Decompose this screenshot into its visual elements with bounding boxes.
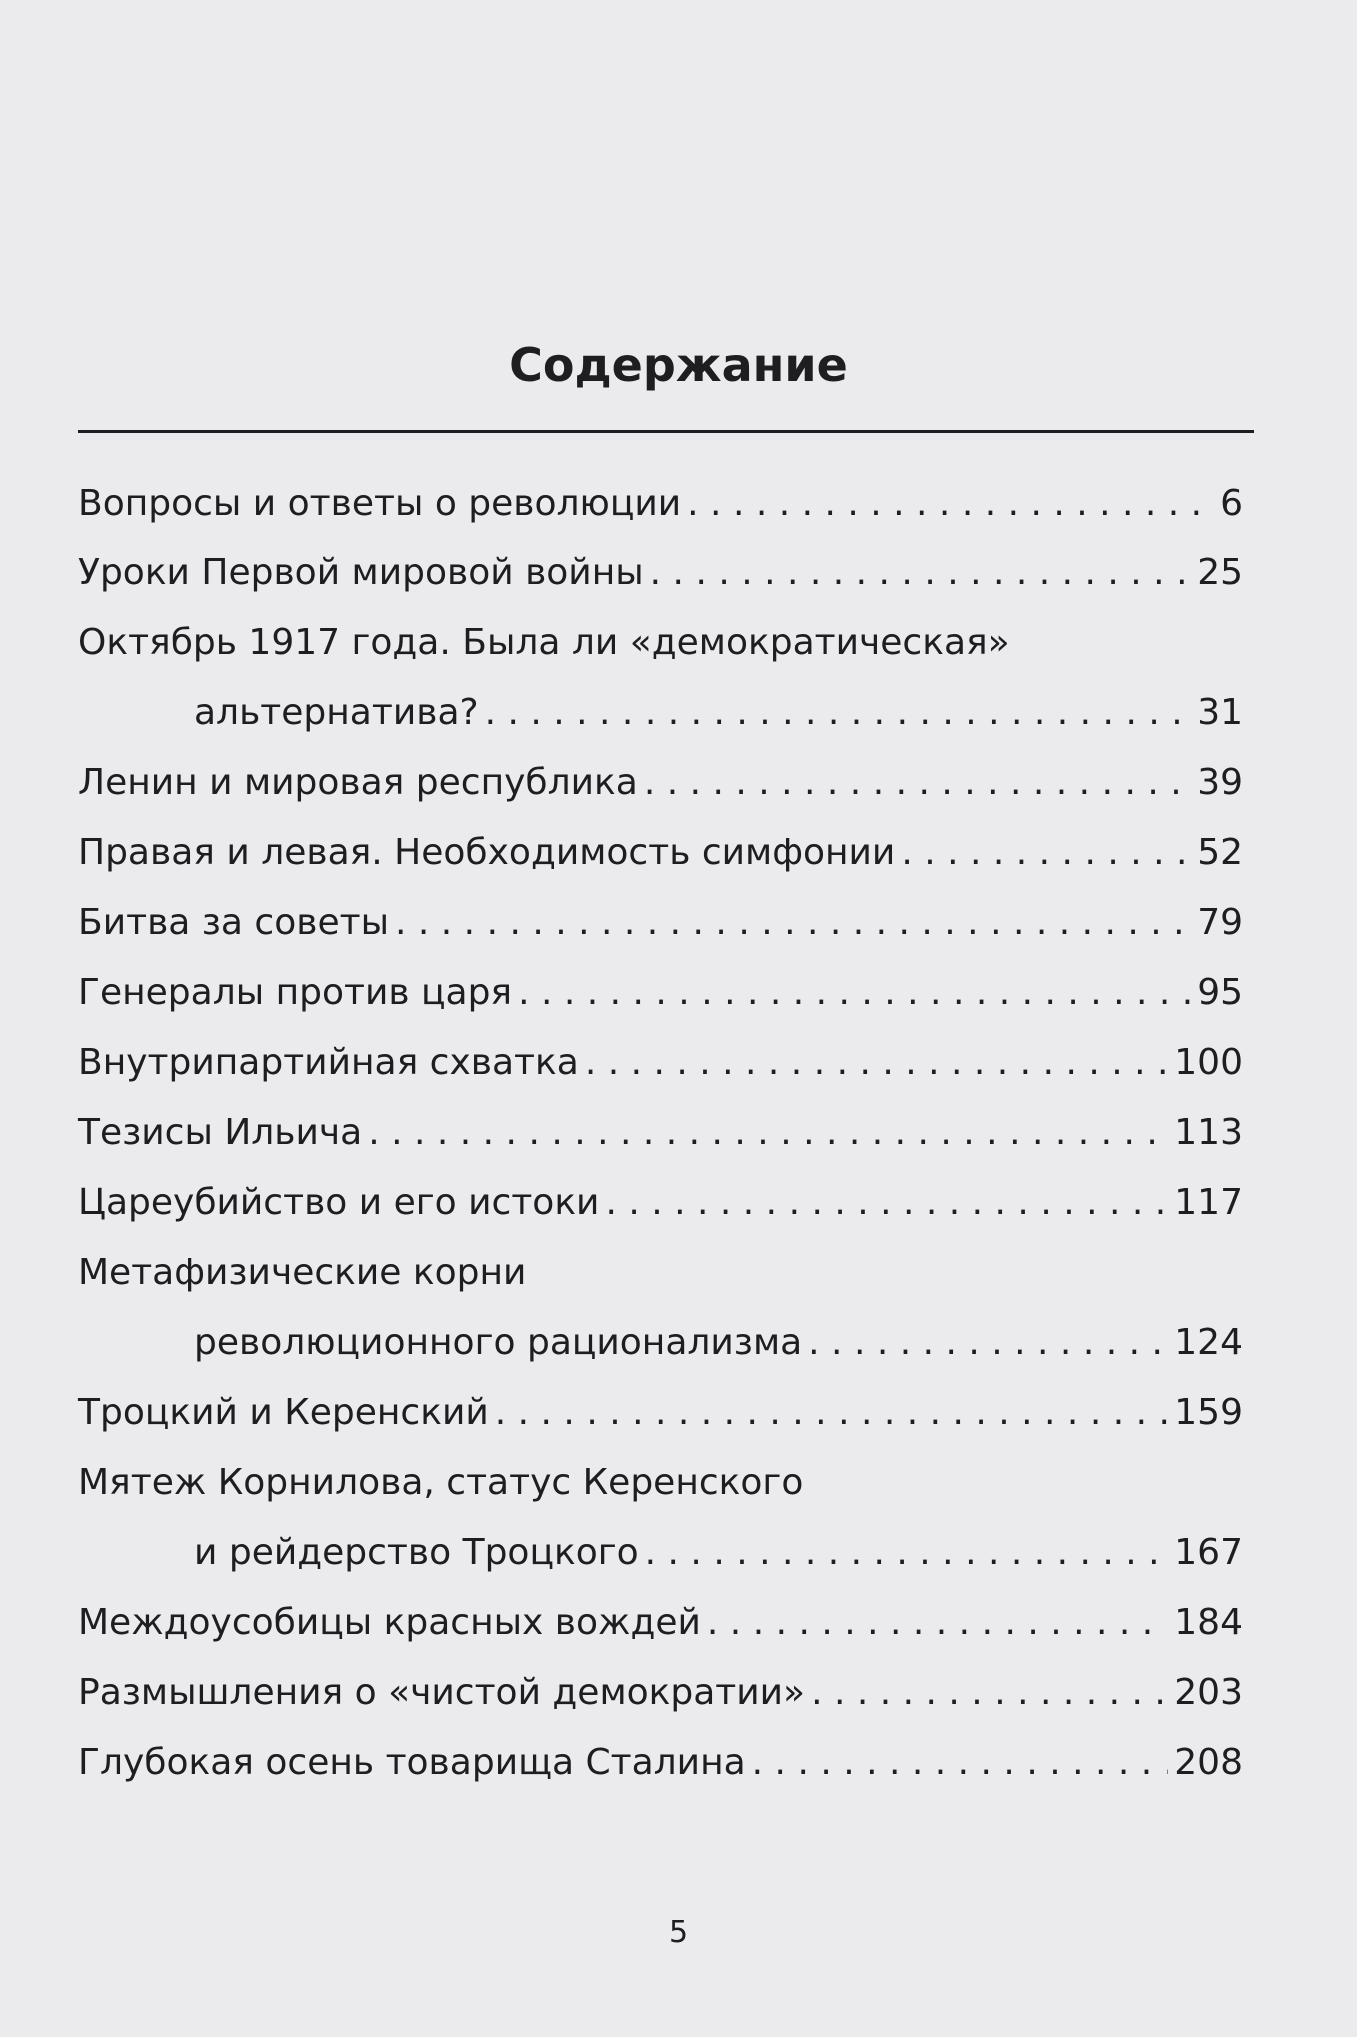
title-rule — [78, 430, 1254, 433]
toc-entry — [78, 1378, 1243, 1448]
toc-entry — [78, 1098, 1243, 1168]
toc-page-number: 95 — [1197, 972, 1243, 1013]
toc-line — [78, 1098, 1243, 1168]
toc-entry — [78, 1028, 1243, 1098]
dot-leader — [687, 470, 1214, 538]
dot-leader — [644, 748, 1191, 818]
page-number: 5 — [668, 1915, 689, 1950]
toc-entry — [78, 608, 1243, 748]
toc-line — [78, 958, 1243, 1028]
toc-page-number: 124 — [1174, 1322, 1243, 1363]
toc-entry-title: Правая и левая. Необходимость симфонии — [78, 832, 896, 873]
toc-entry-title: и рейдерство Троцкого — [194, 1532, 639, 1573]
toc-line — [78, 538, 1243, 608]
toc-line — [78, 888, 1243, 958]
toc-line — [78, 1378, 1243, 1448]
toc-entry — [78, 1588, 1243, 1658]
toc-line — [78, 1588, 1243, 1658]
toc-entry-title: Цареубийство и его истоки — [78, 1182, 600, 1223]
toc-entry-title: Уроки Первой мировой войны — [78, 552, 644, 593]
toc-line — [78, 818, 1243, 888]
toc-entry — [78, 1658, 1243, 1728]
toc-entry — [78, 748, 1243, 818]
toc-page-number: 208 — [1174, 1742, 1243, 1783]
page-title: Содержание — [509, 338, 848, 392]
toc-entry — [78, 1238, 1243, 1378]
toc-line — [78, 1728, 1243, 1798]
toc-entry-title: Междоусобицы красных вождей — [78, 1602, 701, 1643]
dot-leader — [518, 958, 1191, 1028]
toc-line — [78, 1658, 1243, 1728]
toc-entry-title: Ленин и мировая республика — [78, 762, 638, 803]
toc-entry-title: Размышления о «чистой демократии» — [78, 1672, 806, 1713]
toc-entry — [78, 538, 1243, 608]
toc-entry-title: Генералы против царя — [78, 972, 513, 1013]
toc-line — [78, 1308, 1243, 1378]
toc-page-number: 117 — [1174, 1182, 1243, 1223]
dot-leader — [585, 1028, 1168, 1098]
toc-page-number: 203 — [1174, 1672, 1243, 1713]
dot-leader — [752, 1728, 1169, 1798]
toc-entry — [78, 470, 1243, 538]
toc-line — [78, 608, 1243, 678]
dot-leader — [811, 1658, 1168, 1728]
toc-entry-title: революционного рационализма — [194, 1322, 803, 1363]
toc-entry — [78, 958, 1243, 1028]
dot-leader — [485, 678, 1192, 748]
toc-entry-title: Внутрипартийная схватка — [78, 1042, 579, 1083]
toc-page-number: 31 — [1197, 692, 1243, 733]
toc-page-number: 6 — [1220, 483, 1243, 524]
toc-entry — [78, 1168, 1243, 1238]
toc-line — [78, 1168, 1243, 1238]
toc-page-number: 100 — [1174, 1042, 1243, 1083]
toc-page-number: 39 — [1197, 762, 1243, 803]
dot-leader — [495, 1378, 1169, 1448]
toc-line — [78, 1518, 1243, 1588]
toc-entry — [78, 1448, 1243, 1588]
toc-entry-title: Вопросы и ответы о революции — [78, 483, 682, 524]
toc-line — [78, 470, 1243, 538]
dot-leader — [395, 888, 1191, 958]
toc-entry-title: Глубокая осень товарища Сталина — [78, 1742, 746, 1783]
toc-entry — [78, 888, 1243, 958]
toc-entry-title: Тезисы Ильича — [78, 1112, 363, 1153]
toc-page-number: 167 — [1174, 1532, 1243, 1573]
dot-leader — [808, 1308, 1168, 1378]
table-of-contents — [78, 470, 1243, 1798]
toc-page-number: 184 — [1174, 1602, 1243, 1643]
toc-line — [78, 1448, 1243, 1518]
toc-page-number: 79 — [1197, 902, 1243, 943]
toc-entry-title: альтернатива? — [194, 692, 479, 733]
toc-page-number: 113 — [1174, 1112, 1243, 1153]
toc-line — [78, 1238, 1243, 1308]
toc-line — [78, 1028, 1243, 1098]
toc-entry — [78, 1728, 1243, 1798]
dot-leader — [605, 1168, 1168, 1238]
toc-page-number: 52 — [1197, 832, 1243, 873]
toc-entry-title: Троцкий и Керенский — [78, 1392, 489, 1433]
toc-entry-title: Октябрь 1917 года. Была ли «демократическая» — [78, 622, 1010, 663]
dot-leader — [707, 1588, 1168, 1658]
toc-entry-title: Битва за советы — [78, 902, 390, 943]
toc-page-number: 159 — [1174, 1392, 1243, 1433]
toc-line — [78, 748, 1243, 818]
toc-entry-title: Мятеж Корнилова, статус Керенского — [78, 1462, 804, 1503]
toc-line — [78, 678, 1243, 748]
dot-leader — [901, 818, 1191, 888]
toc-page-number: 25 — [1197, 552, 1243, 593]
dot-leader — [650, 538, 1192, 608]
dot-leader — [645, 1518, 1169, 1588]
toc-entry-title: Метафизические корни — [78, 1252, 527, 1293]
dot-leader — [368, 1098, 1168, 1168]
toc-entry — [78, 818, 1243, 888]
